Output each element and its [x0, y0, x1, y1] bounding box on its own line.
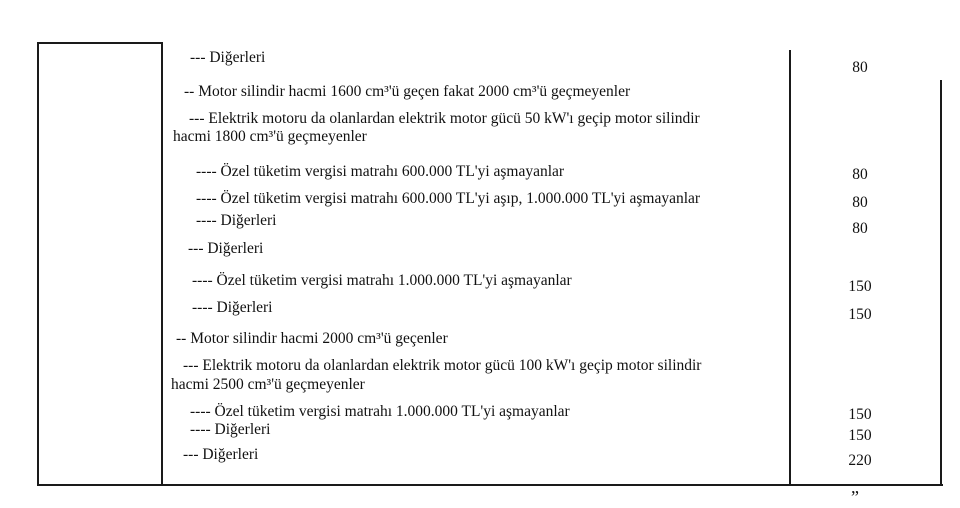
table-row-value: 80 — [852, 166, 868, 183]
column-divider-2 — [789, 50, 791, 486]
table-row-value: 80 — [852, 220, 868, 237]
column-divider-1 — [161, 42, 163, 484]
table-row-value: 80 — [852, 59, 868, 76]
table-row-value: 150 — [848, 278, 872, 295]
table-row-desc: --- Diğerleri — [183, 446, 259, 463]
table-row-desc: ---- Diğerleri — [192, 299, 273, 316]
table-row-value: 80 — [852, 194, 868, 211]
table-row-desc: hacmi 1800 cm³'ü geçmeyenler — [173, 128, 367, 145]
table-row-desc: --- Elektrik motoru da olanlardan elektrik motor gücü 50 kW'ı geçip motor silindir — [189, 110, 700, 127]
table-row-desc: --- Diğerleri — [188, 240, 264, 257]
table-top-border-left-cell — [37, 42, 162, 44]
tariff-table — [37, 42, 943, 488]
table-row-value: 150 — [848, 427, 872, 444]
table-row-desc: hacmi 2500 cm³'ü geçmeyenler — [171, 376, 365, 393]
table-row-desc: ---- Özel tüketim vergisi matrahı 600.000 TL'yi aşıp, 1.000.000 TL'yi aşmayanlar — [196, 190, 701, 207]
table-row-desc: ---- Özel tüketim vergisi matrahı 600.000 TL'yi aşmayanlar — [196, 163, 565, 180]
table-row-desc: --- Diğerleri — [190, 49, 266, 66]
table-row-desc: ---- Diğerleri — [190, 421, 271, 438]
table-row-value: 220 — [848, 452, 872, 469]
table-left-border — [37, 42, 39, 484]
table-row-desc: ---- Diğerleri — [196, 212, 277, 229]
table-row-desc: ---- Özel tüketim vergisi matrahı 1.000.000 TL'yi aşmayanlar — [192, 272, 572, 289]
closing-quote: ” — [851, 487, 859, 507]
table-row-desc: ---- Özel tüketim vergisi matrahı 1.000.000 TL'yi aşmayanlar — [190, 403, 570, 420]
table-row-desc: --- Elektrik motoru da olanlardan elektrik motor gücü 100 kW'ı geçip motor silindir — [183, 357, 702, 374]
table-bottom-border — [37, 484, 943, 486]
table-right-border — [940, 80, 942, 486]
table-row-desc: -- Motor silindir hacmi 1600 cm³'ü geçen fakat 2000 cm³'ü geçmeyenler — [184, 83, 631, 100]
table-row-value: 150 — [848, 306, 872, 323]
table-row-value: 150 — [848, 406, 872, 423]
table-row-desc: -- Motor silindir hacmi 2000 cm³'ü geçenler — [176, 330, 448, 347]
